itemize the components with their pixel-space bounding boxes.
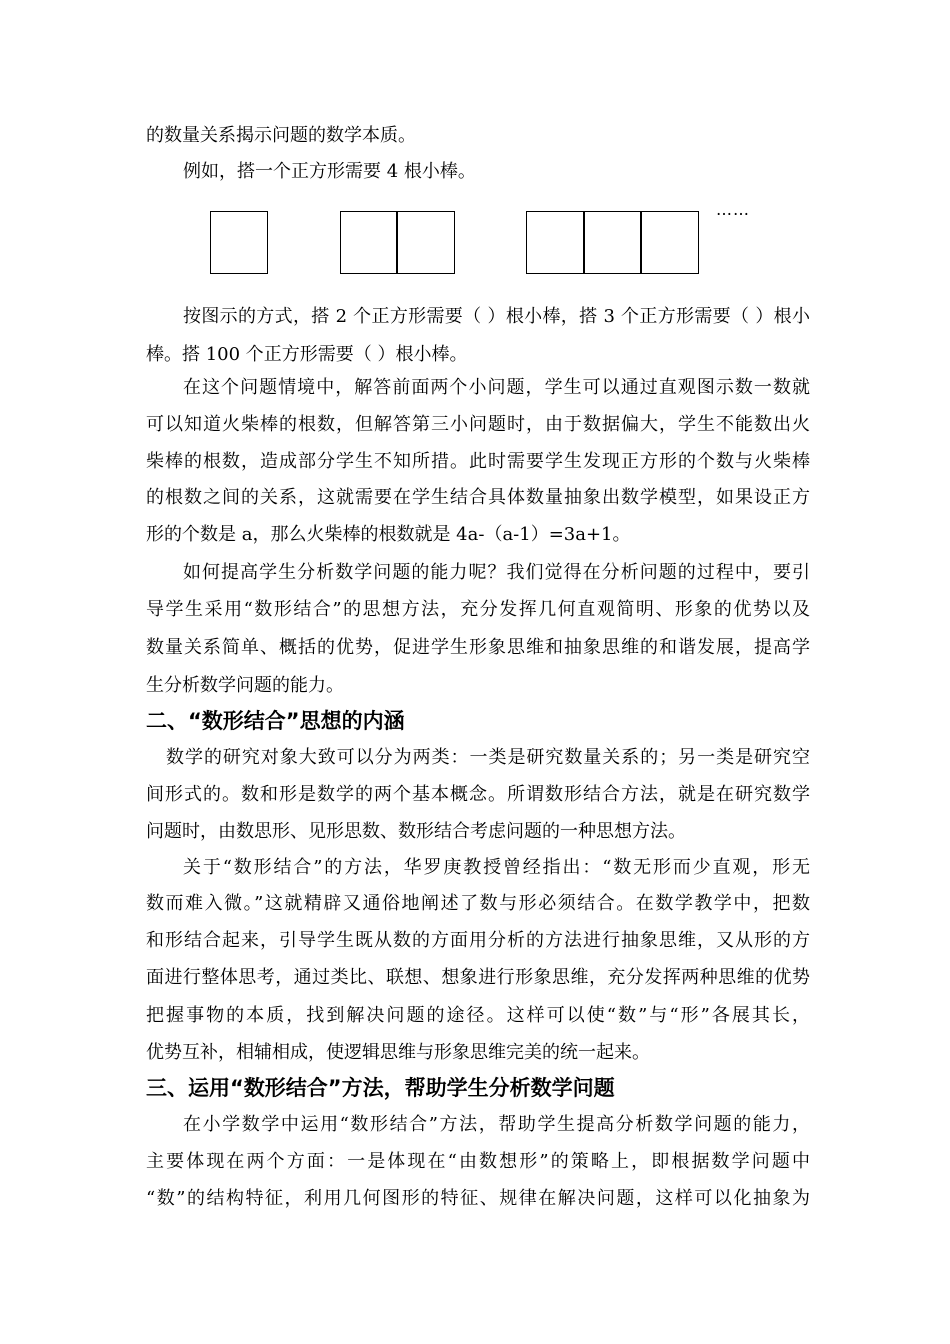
intro-line: 的数量关系揭示问题的数学本质。 [146, 125, 416, 146]
question-line: 按图示的方式，搭 2 个正方形需要（ ）根小棒，搭 3 个正方形需要（ ）根小 [183, 306, 810, 327]
square-group-3-a [526, 211, 585, 274]
improve-line: 如何提高学生分析数学问题的能力呢？我们觉得在分析问题的过程中，要引 [183, 562, 810, 583]
section-heading: 二、“数形结合”思想的内涵 [146, 709, 405, 733]
example-line: 例如，搭一个正方形需要 4 根小棒。 [183, 161, 476, 182]
analysis-line: 可以知道火柴棒的根数，但解答第三小问题时，由于数据偏大，学生不能数出火 [146, 414, 810, 435]
square-group-3-b [583, 211, 642, 274]
section3-line: 在小学数学中运用“数形结合”方法，帮助学生提高分析数学问题的能力， [183, 1114, 810, 1135]
section3-line: 主要体现在两个方面：一是体现在“由数想形”的策略上，即根据数学问题中 [146, 1151, 810, 1172]
analysis-line: 的根数之间的关系，这就需要在学生结合具体数量抽象出数学模型，如果设正方 [146, 487, 810, 508]
matchstick-square-figure [0, 200, 950, 280]
improve-line: 数量关系简单、概括的优势，促进学生形象思维和抽象思维的和谐发展，提高学 [146, 637, 810, 658]
section3-line: “数”的结构特征，利用几何图形的特征、规律在解决问题，这样可以化抽象为 [146, 1188, 810, 1209]
section2-line: 数而难入微。”这就精辟又通俗地阐述了数与形必须结合。在数学教学中，把数 [146, 893, 810, 914]
analysis-line: 柴棒的根数，造成部分学生不知所措。此时需要学生发现正方形的个数与火柴棒 [146, 451, 810, 472]
square-group-3-c [640, 211, 699, 274]
section2-line: 面进行整体思考，通过类比、联想、想象进行形象思维，充分发挥两种思维的优势 [146, 967, 810, 988]
square-group-1 [210, 211, 268, 274]
square-group-2-a [340, 211, 398, 274]
section2-line: 间形式的。数和形是数学的两个基本概念。所谓数形结合方法，就是在研究数学 [146, 784, 810, 805]
section2-line: 问题时，由数思形、见形思数、数形结合考虑问题的一种思想方法。 [146, 821, 686, 842]
improve-line: 导学生采用“数形结合”的思想方法，充分发挥几何直观简明、形象的优势以及 [146, 599, 810, 620]
question-line: 棒。搭 100 个正方形需要（ ）根小棒。 [146, 344, 468, 365]
analysis-line: 在这个问题情境中，解答前面两个小问题，学生可以通过直观图示数一数就 [183, 377, 810, 398]
square-group-2-b [396, 211, 455, 274]
ellipsis: …… [716, 200, 750, 219]
section2-line: 数学的研究对象大致可以分为两类：一类是研究数量关系的；另一类是研究空 [166, 747, 810, 768]
section2-line: 把握事物的本质，找到解决问题的途径。这样可以使“数”与“形”各展其长， [146, 1005, 810, 1026]
section2-line: 关于“数形结合”的方法，华罗庚教授曾经指出：“数无形而少直观，形无 [183, 857, 810, 878]
section-heading: 三、运用“数形结合”方法，帮助学生分析数学问题 [146, 1076, 615, 1100]
section2-line: 优势互补，相辅相成，使逻辑思维与形象思维完美的统一起来。 [146, 1042, 650, 1063]
improve-line: 生分析数学问题的能力。 [146, 675, 344, 696]
analysis-line: 形的个数是 a，那么火柴棒的根数就是 4a-（a-1）=3a+1。 [146, 524, 631, 545]
section2-line: 和形结合起来，引导学生既从数的方面用分析的方法进行抽象思维，又从形的方 [146, 930, 810, 951]
